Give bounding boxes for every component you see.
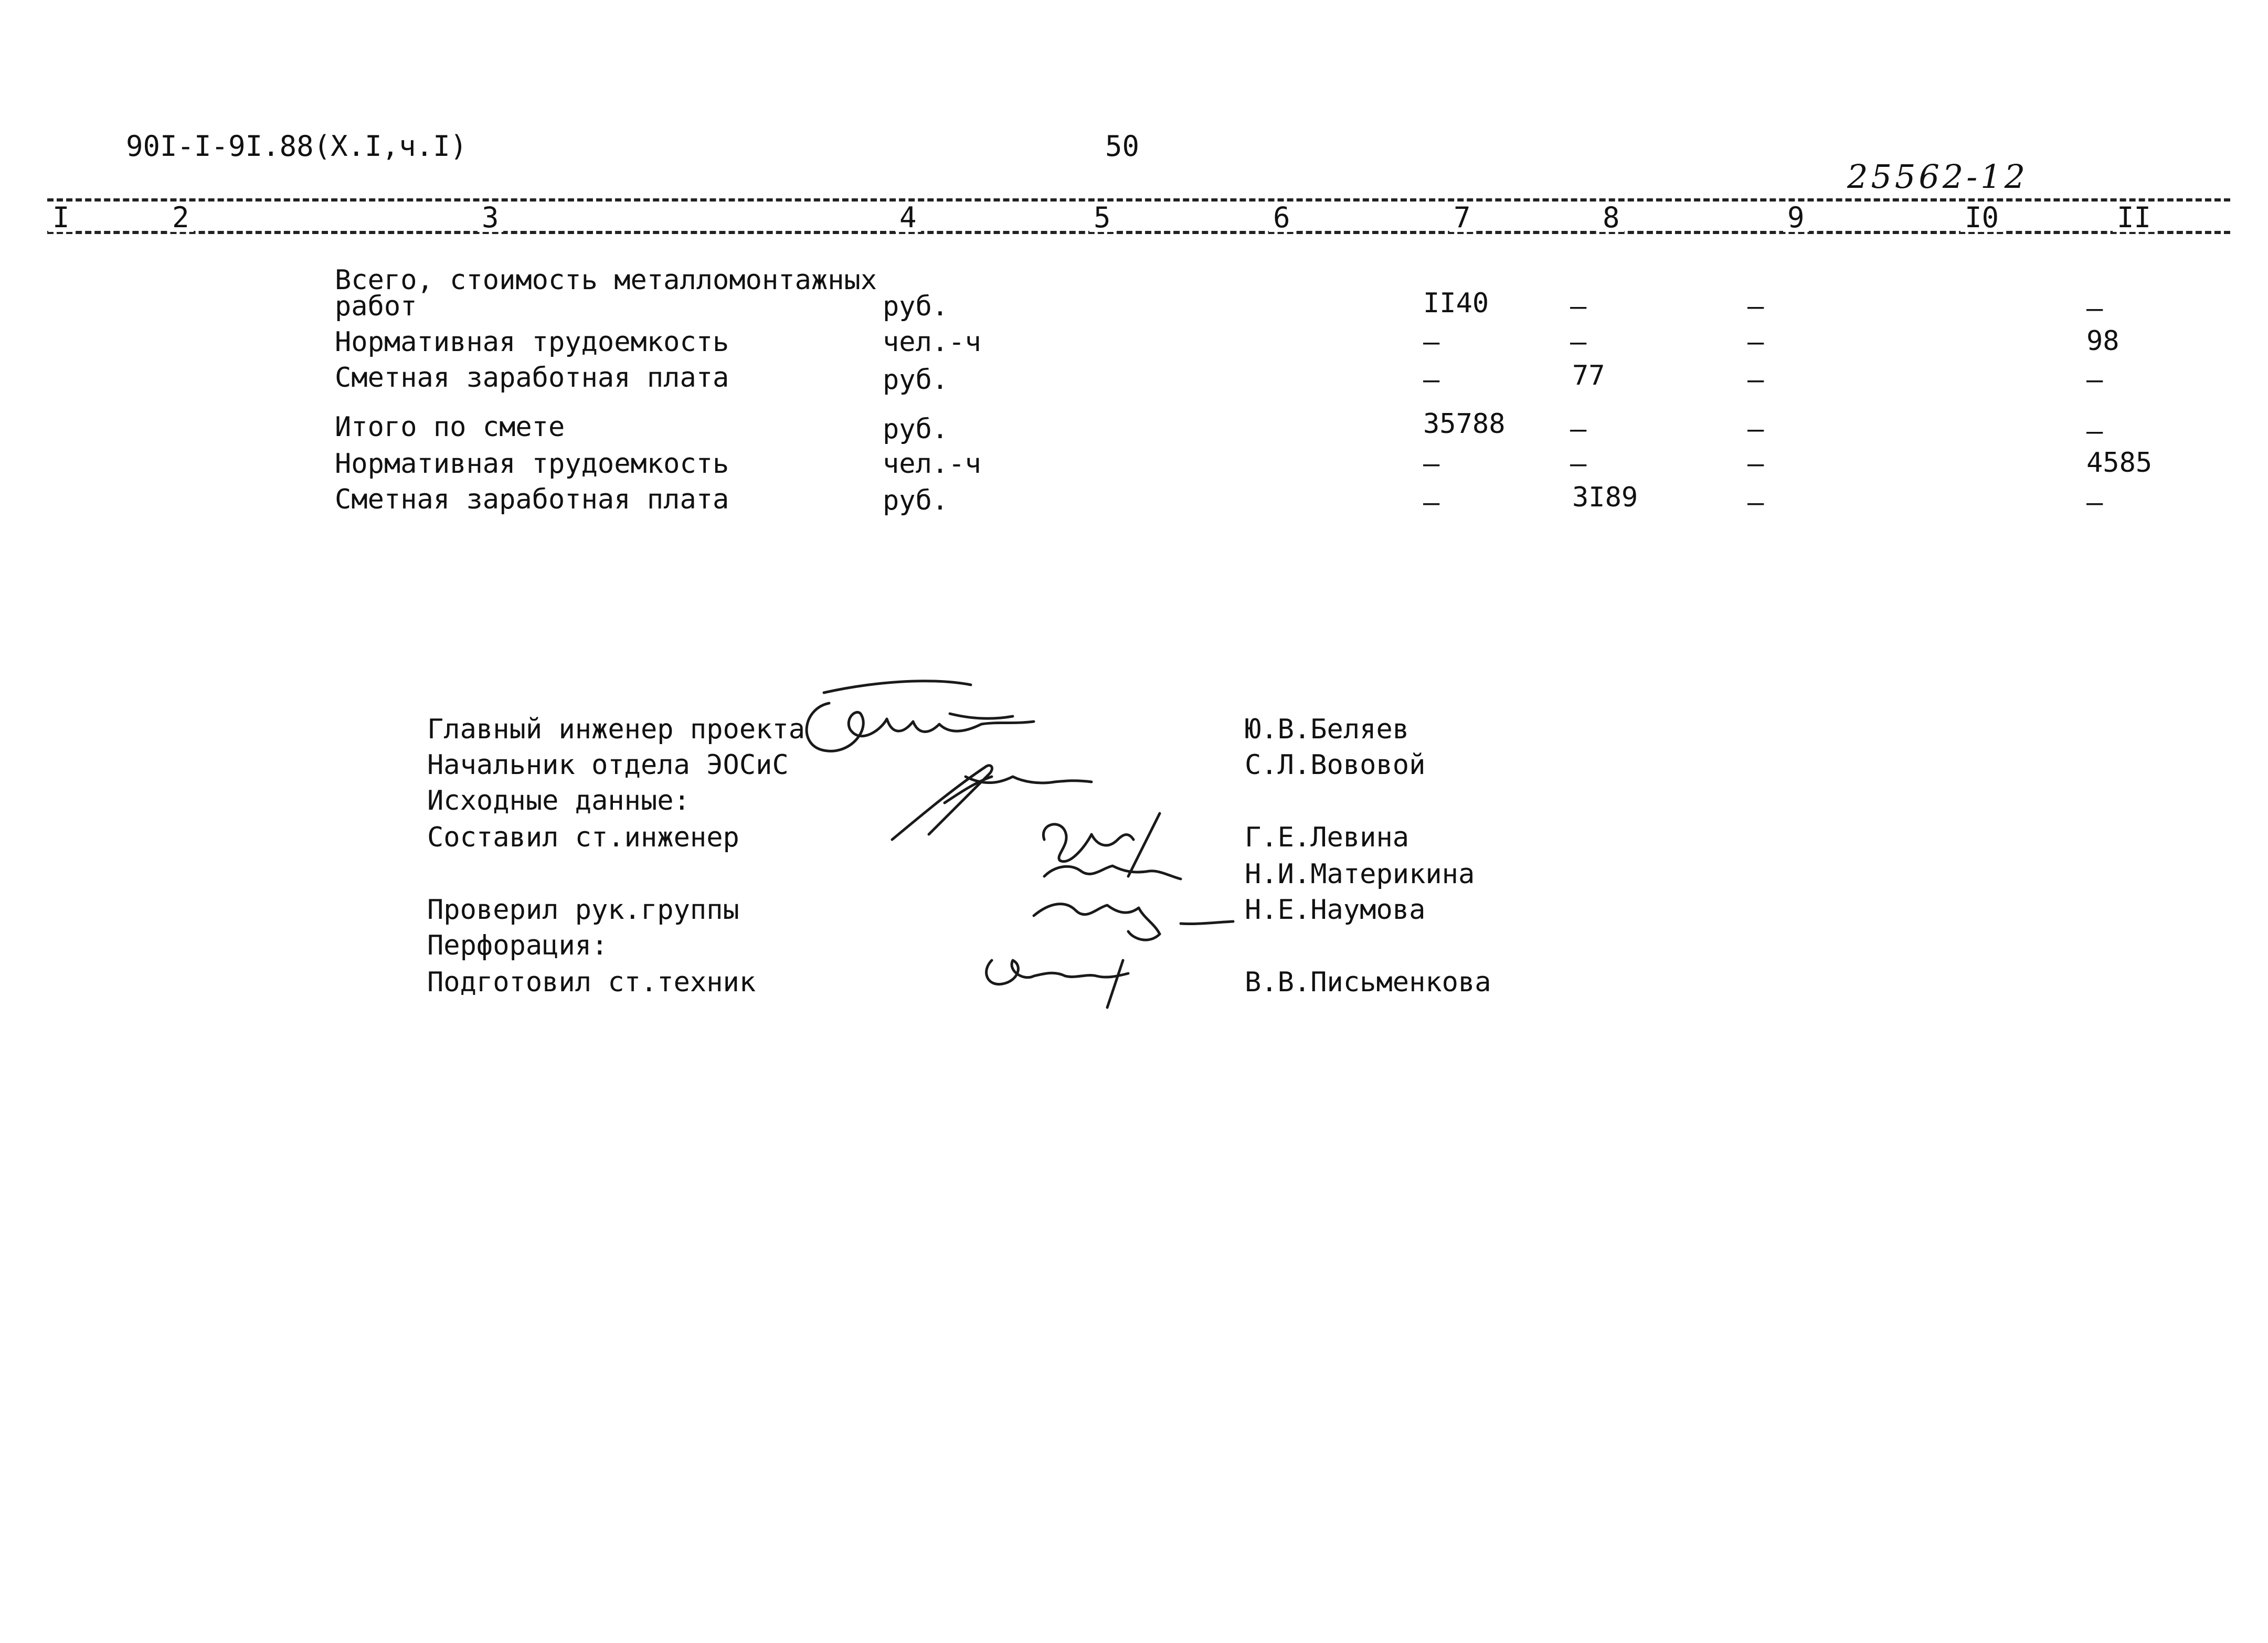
row-label-continued: работ <box>335 291 417 322</box>
row-unit: руб. <box>883 364 949 396</box>
column-number: 5 <box>1089 204 1115 232</box>
row-label: Всего, стоимость металломонтажных <box>335 264 877 296</box>
signature-name: Н.И.Материкина <box>1245 858 1475 890</box>
signature-role: Начальник отдела ЭОСиС <box>427 749 789 781</box>
row-unit: руб. <box>883 291 949 322</box>
column-number: II <box>2113 204 2155 232</box>
cell-col8: – <box>1570 291 1587 322</box>
signature-role: Перфорация: <box>427 930 608 961</box>
signature-role: Составил ст.инженер <box>427 822 739 853</box>
handwritten-number: 25562-12 <box>1847 157 2029 196</box>
column-number: 4 <box>895 204 921 232</box>
column-number: 2 <box>168 204 194 232</box>
cell-col7: – <box>1423 448 1440 480</box>
column-number: 6 <box>1269 204 1295 232</box>
cell-col8: – <box>1570 414 1587 445</box>
signature-name: Г.Е.Левина <box>1245 822 1409 853</box>
cell-col11: 4585 <box>2086 447 2153 479</box>
handwritten-signature <box>976 939 1154 1013</box>
signature-name: Ю.В.Беляев <box>1245 714 1409 745</box>
cell-col11: – <box>2086 487 2103 518</box>
signature-name: В.В.Письменкова <box>1245 967 1491 998</box>
signature-name: С.Л.Вововой <box>1245 749 1426 781</box>
row-unit: чел.-ч <box>883 448 981 480</box>
signature-role: Главный инженер проекта <box>427 714 806 745</box>
cell-col11: – <box>2086 416 2103 447</box>
cell-col8: 3I89 <box>1572 482 1638 513</box>
column-number: 3 <box>478 204 503 232</box>
column-number: I <box>48 204 74 232</box>
cell-col9: – <box>1747 291 1764 322</box>
cell-col11: – <box>2086 293 2103 324</box>
column-number: 8 <box>1598 204 1624 232</box>
signature-name: Н.Е.Наумова <box>1245 894 1426 926</box>
row-unit: чел.-ч <box>883 326 981 358</box>
handwritten-signature <box>1023 803 1244 960</box>
cell-col7: – <box>1423 487 1440 518</box>
cell-col9: – <box>1747 448 1764 480</box>
document-code: 90I-I-9I.88(X.I,ч.I) <box>126 130 468 163</box>
row-label: Сметная заработная плата <box>335 484 729 515</box>
cell-col8: 77 <box>1572 360 1605 391</box>
row-label: Сметная заработная плата <box>335 362 729 394</box>
cell-col9: – <box>1747 326 1764 358</box>
column-number: I0 <box>1960 204 2003 232</box>
row-label: Итого по смете <box>335 411 565 443</box>
header-bottom-rule <box>47 231 2230 234</box>
cell-col11: 98 <box>2086 325 2119 357</box>
signature-role: Исходные данные: <box>427 785 690 817</box>
row-label: Нормативная трудоемкость <box>335 326 729 358</box>
row-label: Нормативная трудоемкость <box>335 448 729 480</box>
signature-role: Подготовил ст.техник <box>427 967 756 998</box>
column-number: 9 <box>1783 204 1809 232</box>
cell-col11: – <box>2086 364 2103 396</box>
row-unit: руб. <box>883 485 949 516</box>
cell-col8: – <box>1570 326 1587 358</box>
cell-col7: II40 <box>1423 288 1489 319</box>
signature-role: Проверил рук.группы <box>427 894 739 926</box>
column-number: 7 <box>1449 204 1475 232</box>
cell-col9: – <box>1747 364 1764 396</box>
page-number: 50 <box>1105 130 1140 163</box>
cell-col7: – <box>1423 364 1440 396</box>
cell-col7: – <box>1423 326 1440 358</box>
row-unit: руб. <box>883 414 949 445</box>
header-top-rule <box>47 198 2230 202</box>
cell-col9: – <box>1747 487 1764 518</box>
cell-col9: – <box>1747 414 1764 445</box>
cell-col7: 35788 <box>1423 408 1506 440</box>
cell-col8: – <box>1570 448 1587 480</box>
